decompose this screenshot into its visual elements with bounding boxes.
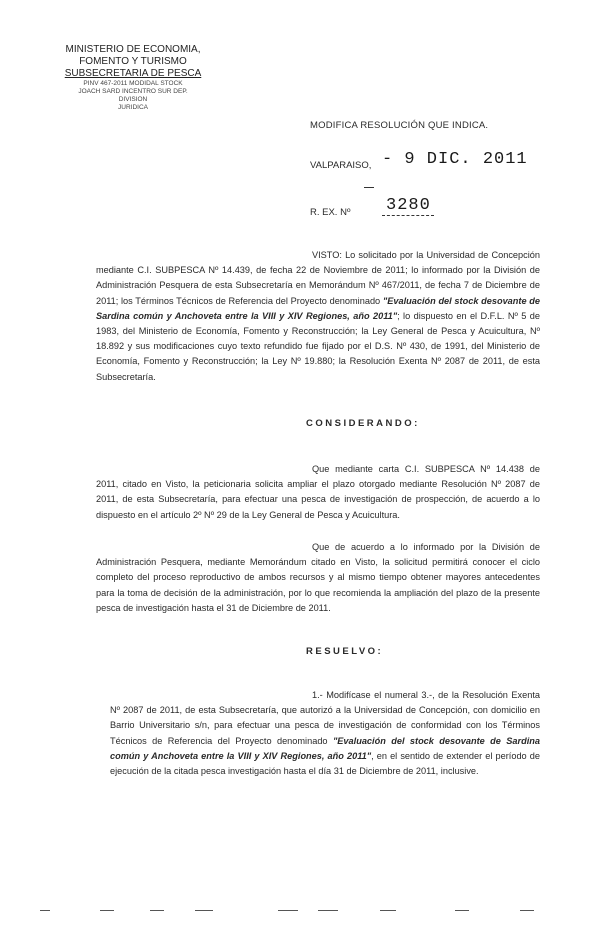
visto-paragraph	[96, 248, 540, 385]
division-legal: JURIDICA	[118, 104, 148, 111]
undersecretary-name: SUBSECRETARIA DE PESCA	[64, 68, 202, 79]
resuelvo-heading: RESUELVO:	[306, 646, 384, 657]
scan-artifact	[520, 910, 534, 911]
document-subject: MODIFICA RESOLUCIÓN QUE INDICA.	[310, 120, 489, 131]
file-reference: PINV 467-2011 MODIDAL STOCK	[83, 80, 183, 87]
file-reference-2: JOACH SARD INCENTRO SUR DEP.	[78, 88, 188, 95]
resolution-number: 3280	[386, 196, 431, 215]
resuelvo-paragraph-1	[110, 688, 540, 779]
date-stamp: - 9 DIC. 2011	[382, 150, 528, 169]
division-label: DIVISION	[118, 96, 148, 103]
separator-dash	[364, 187, 374, 188]
scan-artifact	[150, 910, 164, 911]
letterhead	[58, 44, 208, 112]
scan-artifact	[100, 910, 114, 911]
considerando-paragraph-1: Que mediante carta C.I. SUBPESCA Nº 14.438 de 2011, citado en Visto, la peticionaria solicita ampliar el plazo otorgado mediante Resolución Nº 2087 de 2011, de esta Subsecretaría, para efectuar una pesca de investigación de prospección, de acuerdo a lo dispuesto en el artículo 2º Nº 29 de la Ley General de Pesca y Acuicultura.	[96, 464, 540, 520]
scan-artifact	[278, 910, 298, 911]
scan-artifact	[40, 910, 50, 911]
visto-text-2: ; lo dispuesto en el D.F.L. Nº 5 de 1983, del Ministerio de Economía, Fomento y Reconstrucción; la Ley General de Pesca y Acuicultura, Nº 18.892 y sus modificaciones cuyo texto refundido fue fijado por el D.S. Nº 430, de 1991, del Ministerio de Economía, Fomento y Reconstrucción; la Ley Nº 19.880; la Resolución Exenta Nº 2087 de 2011, de esta Subsecretaría.	[96, 310, 540, 382]
city-label: VALPARAISO,	[310, 160, 372, 171]
scan-artifact	[455, 910, 469, 911]
ministry-name: MINISTERIO DE ECONOMIA,	[65, 44, 201, 55]
visto-project-title: "Evaluación del stock desovante de Sardina común y Anchoveta entre la VIII y XIV Regiones, año 2011"	[96, 295, 541, 321]
scan-artifact	[380, 910, 396, 911]
visto-text-1: VISTO: Lo solicitado por la Universidad de Concepción mediante C.I. SUBPESCA Nº 14.439, de fecha 22 de Noviembre de 2011; lo informado por la División de Administración Pesquera de esta Subsecretaría en Memorándum Nº 467/2011, de fecha 7 de Diciembre de 2011; los Términos Técnicos de Referencia del Proyecto denominado	[96, 250, 540, 306]
considerando-paragraph-2: Que de acuerdo a lo informado por la División de Administración Pesquera, mediante Memorándum citado en Visto, la solicitud permitirá conocer el ciclo completo del proceso reproductivo de ambos recursos y al mismo tiempo obtener mayores antecedentes para la toma de decisión de la administración, por lo que recomienda la ampliación del plazo de la presente pesca de investigación hasta el 31 de Diciembre de 2011.	[96, 542, 540, 613]
resolution-label: R. EX. Nº	[310, 207, 351, 218]
scan-artifact	[318, 910, 338, 911]
resuelvo-text-2: , en el sentido de extender el período de ejecución de la citada pesca investigación hasta el día 31 de Diciembre de 2011, inclusive.	[110, 750, 540, 777]
scan-artifact	[195, 910, 213, 911]
considerando-heading: CONSIDERANDO:	[306, 418, 420, 429]
resolution-underline	[382, 215, 434, 216]
resuelvo-text-1: 1.- Modifícase el numeral 3.-, de la Resolución Exenta Nº 2087 de 2011, de esta Subsecretaría, que autorizó a la Universidad de Concepción, con domicilio en Barrio Universitario s/n, para efectuar una pesca de investigación de conformidad con los Términos Técnicos de Referencia del Proyecto denominado	[110, 690, 540, 746]
resuelvo-project-title: "Evaluación del stock desovante de Sardina común y Anchoveta entre la VIII y XIV Regiones, año 2011"	[110, 735, 540, 761]
ministry-subname: FOMENTO Y TURISMO	[79, 56, 187, 67]
